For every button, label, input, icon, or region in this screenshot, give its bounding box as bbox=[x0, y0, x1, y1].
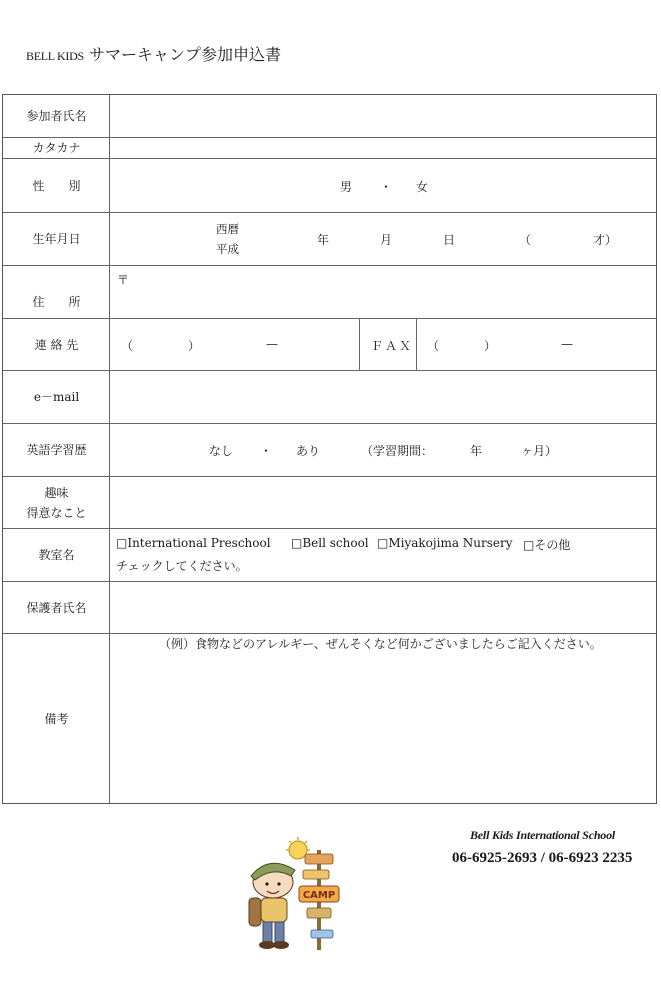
label-contact: 連 絡 先 bbox=[34, 337, 79, 352]
label-kana: カタカナ bbox=[32, 141, 81, 155]
title-ja: サマーキャンプ参加申込書 bbox=[88, 45, 281, 64]
english-months-label: ヶ月） bbox=[521, 444, 558, 458]
label-hobby bbox=[3, 477, 110, 528]
address-field[interactable] bbox=[111, 289, 656, 317]
birth-age-label: 才） bbox=[593, 233, 618, 247]
label-english-history: 英語学習歴 bbox=[26, 443, 87, 457]
school-name: Bell Kids International School bbox=[470, 828, 616, 842]
label-participant-name: 参加者氏名 bbox=[26, 109, 87, 123]
gender-dot: ・ bbox=[380, 180, 393, 194]
label-birthdate: 生年月日 bbox=[32, 232, 81, 246]
school-option-miyakojima[interactable]: □Miyakojima Nursery bbox=[377, 536, 513, 550]
birth-era-western[interactable]: 西暦 bbox=[216, 222, 239, 236]
label-hobby-line1: 趣味 bbox=[44, 485, 69, 500]
camp-sign-text: CAMP bbox=[302, 890, 336, 901]
guardian-name-field[interactable] bbox=[111, 582, 656, 633]
phone-open: （ bbox=[121, 339, 134, 353]
school-option-other[interactable]: □その他 bbox=[523, 538, 571, 552]
form-title bbox=[26, 42, 281, 65]
fax-label: ＦＡＸ bbox=[371, 339, 414, 353]
postal-mark: 〒 bbox=[117, 273, 130, 287]
birth-era-heisei[interactable]: 平成 bbox=[216, 242, 239, 256]
school-option-bell[interactable]: □Bell school bbox=[291, 536, 369, 550]
english-none[interactable]: なし bbox=[209, 444, 234, 458]
hobby-field[interactable] bbox=[111, 477, 656, 528]
birth-month-label: 月 bbox=[380, 233, 393, 247]
label-remarks: 備考 bbox=[44, 711, 69, 726]
english-yes[interactable]: あり bbox=[296, 444, 321, 458]
label-school: 教室名 bbox=[38, 548, 75, 562]
phone-close: ） bbox=[188, 339, 201, 353]
fax-close: ） bbox=[484, 339, 497, 353]
fax-dash: — bbox=[561, 337, 573, 351]
gender-male[interactable]: 男 bbox=[340, 180, 353, 194]
school-option-preschool[interactable]: □International Preschool bbox=[116, 536, 271, 550]
birth-age-open: （ bbox=[519, 233, 532, 247]
english-dot: ・ bbox=[260, 444, 273, 458]
school-check-note: チェックしてください。 bbox=[116, 559, 248, 573]
fax-divider-right bbox=[416, 318, 417, 370]
email-field[interactable] bbox=[111, 372, 656, 423]
english-year-label: 年 bbox=[470, 444, 483, 458]
label-hobby-line2: 得意なこと bbox=[26, 505, 87, 520]
participant-name-field[interactable] bbox=[111, 96, 656, 137]
school-phone: 06-6925-2693 / 06-6923 2235 bbox=[452, 850, 633, 866]
kana-field[interactable] bbox=[111, 138, 656, 158]
remarks-field[interactable] bbox=[111, 655, 656, 801]
fax-divider-left bbox=[359, 318, 360, 370]
gender-female[interactable]: 女 bbox=[416, 180, 429, 194]
fax-open: （ bbox=[427, 339, 440, 353]
application-form bbox=[2, 94, 657, 804]
birth-year-label: 年 bbox=[317, 233, 330, 247]
english-period-label: （学習期間： bbox=[361, 444, 434, 458]
remarks-hint: （例）食物などのアレルギー、ぜんそくなど何かございましたらご記入ください。 bbox=[159, 637, 602, 651]
camp-kid-illustration bbox=[243, 836, 348, 952]
label-address: 住 所 bbox=[32, 295, 81, 309]
phone-dash: — bbox=[266, 337, 278, 351]
label-guardian: 保護者氏名 bbox=[26, 600, 87, 615]
label-email: e－mail bbox=[33, 390, 80, 404]
label-gender: 性 別 bbox=[32, 178, 81, 193]
birth-day-label: 日 bbox=[443, 233, 456, 247]
title-en: BELL KIDS bbox=[26, 49, 84, 63]
